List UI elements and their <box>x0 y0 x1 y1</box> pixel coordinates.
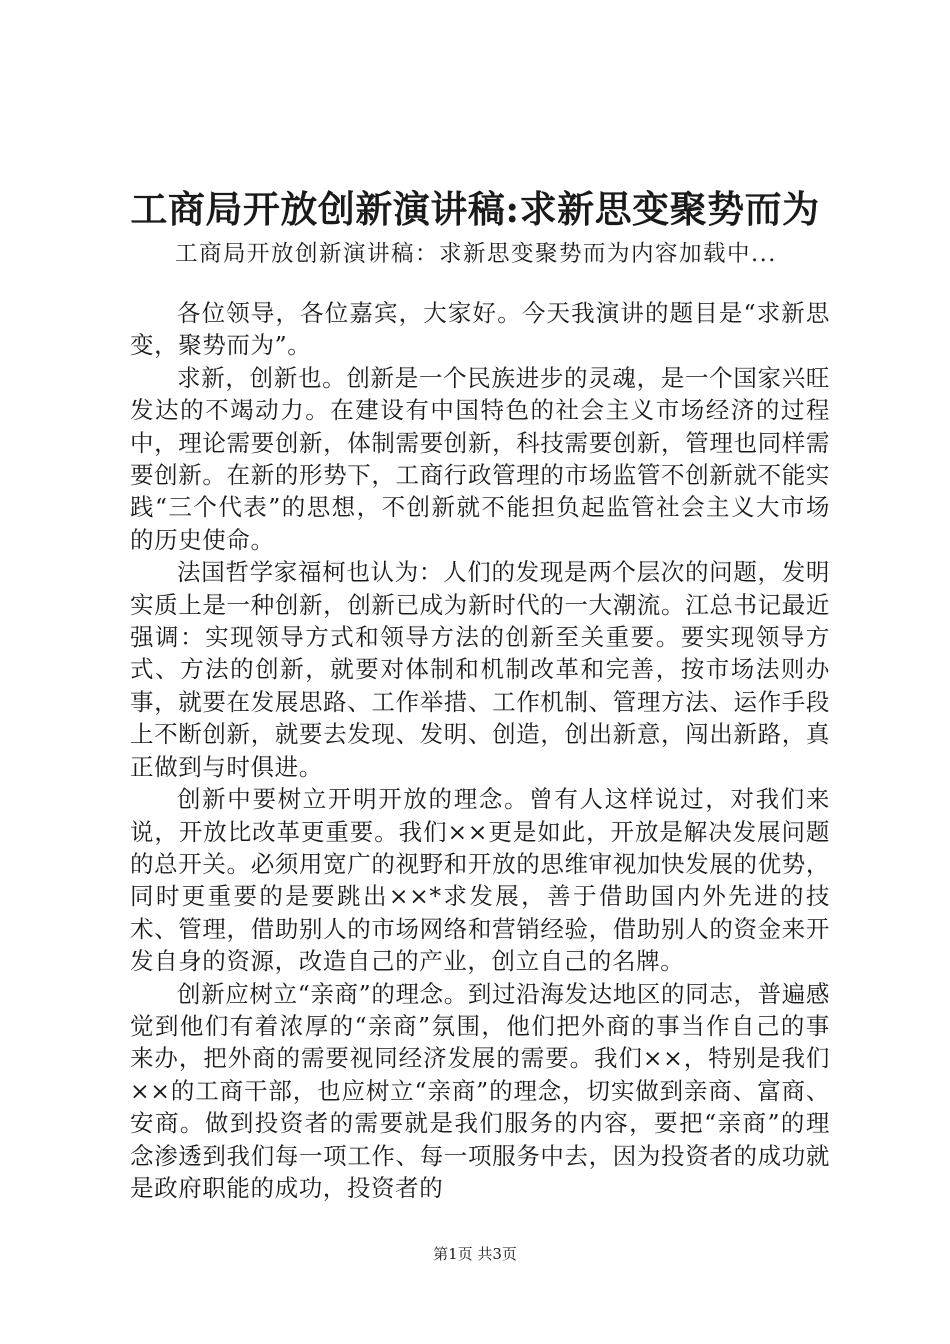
paragraph: 各位领导，各位嘉宾，大家好。今天我演讲的题目是“求新思变，聚势而为”。 <box>130 299 830 360</box>
paragraph: 创新应树立“亲商”的理念。到过沿海发达地区的同志，普遍感觉到他们有着浓厚的“亲商”氛围，他们把外商的事当作自己的事来办，把外商的需要视同经济发展的需要。我们××，特别是我们××的工商干部，也应树立“亲商”的理念，切实做到亲商、富商、安商。做到投资者的需要就是我们服务的内容，要把“亲商”的理念渗透到我们每一项工作、每一项服务中去，因为投资者的成功就是政府职能的成功，投资者的 <box>130 979 830 1202</box>
page-number-footer: 第1页 共3页 <box>433 1245 517 1263</box>
document-body <box>130 297 830 1204</box>
paragraph: 法国哲学家福柯也认为：人们的发现是两个层次的问题，发明实质上是一种创新，创新已成为新时代的一大潮流。江总书记最近强调：实现领导方式和领导方法的创新至关重要。要实现领导方式、方法的创新，就要对体制和机制改革和完善，按市场法则办事，就要在发展思路、工作举措、工作机制、管理方法、运作手段上不断创新，就要去发现、发明、创造，创出新意，闯出新路，真正做到与时俱进。 <box>130 558 830 781</box>
paragraph: 求新，创新也。创新是一个民族进步的灵魂，是一个国家兴旺发达的不竭动力。在建设有中国特色的社会主义市场经济的过程中，理论需要创新，体制需要创新，科技需要创新，管理也同样需要创新。在新的形势下，工商行政管理的市场监管不创新就不能实践“三个代表”的思想，不创新就不能担负起监管社会主义大市场的历史使命。 <box>130 363 830 554</box>
document-title: 工商局开放创新演讲稿:求新思变聚势而为 <box>130 187 820 231</box>
document-subtitle: 工商局开放创新演讲稿：求新思变聚势而为内容加载中... <box>175 241 777 267</box>
paragraph: 创新中要树立开明开放的理念。曾有人这样说过，对我们来说，开放比改革更重要。我们××更是如此，开放是解决发展问题的总开关。必须用宽广的视野和开放的思维审视加快发展的优势，同时更重要的是要跳出××*求发展，善于借助国内外先进的技术、管理，借助别人的市场网络和营销经验，借助别人的资金来开发自身的资源，改造自己的产业，创立自己的名牌。 <box>130 785 830 976</box>
